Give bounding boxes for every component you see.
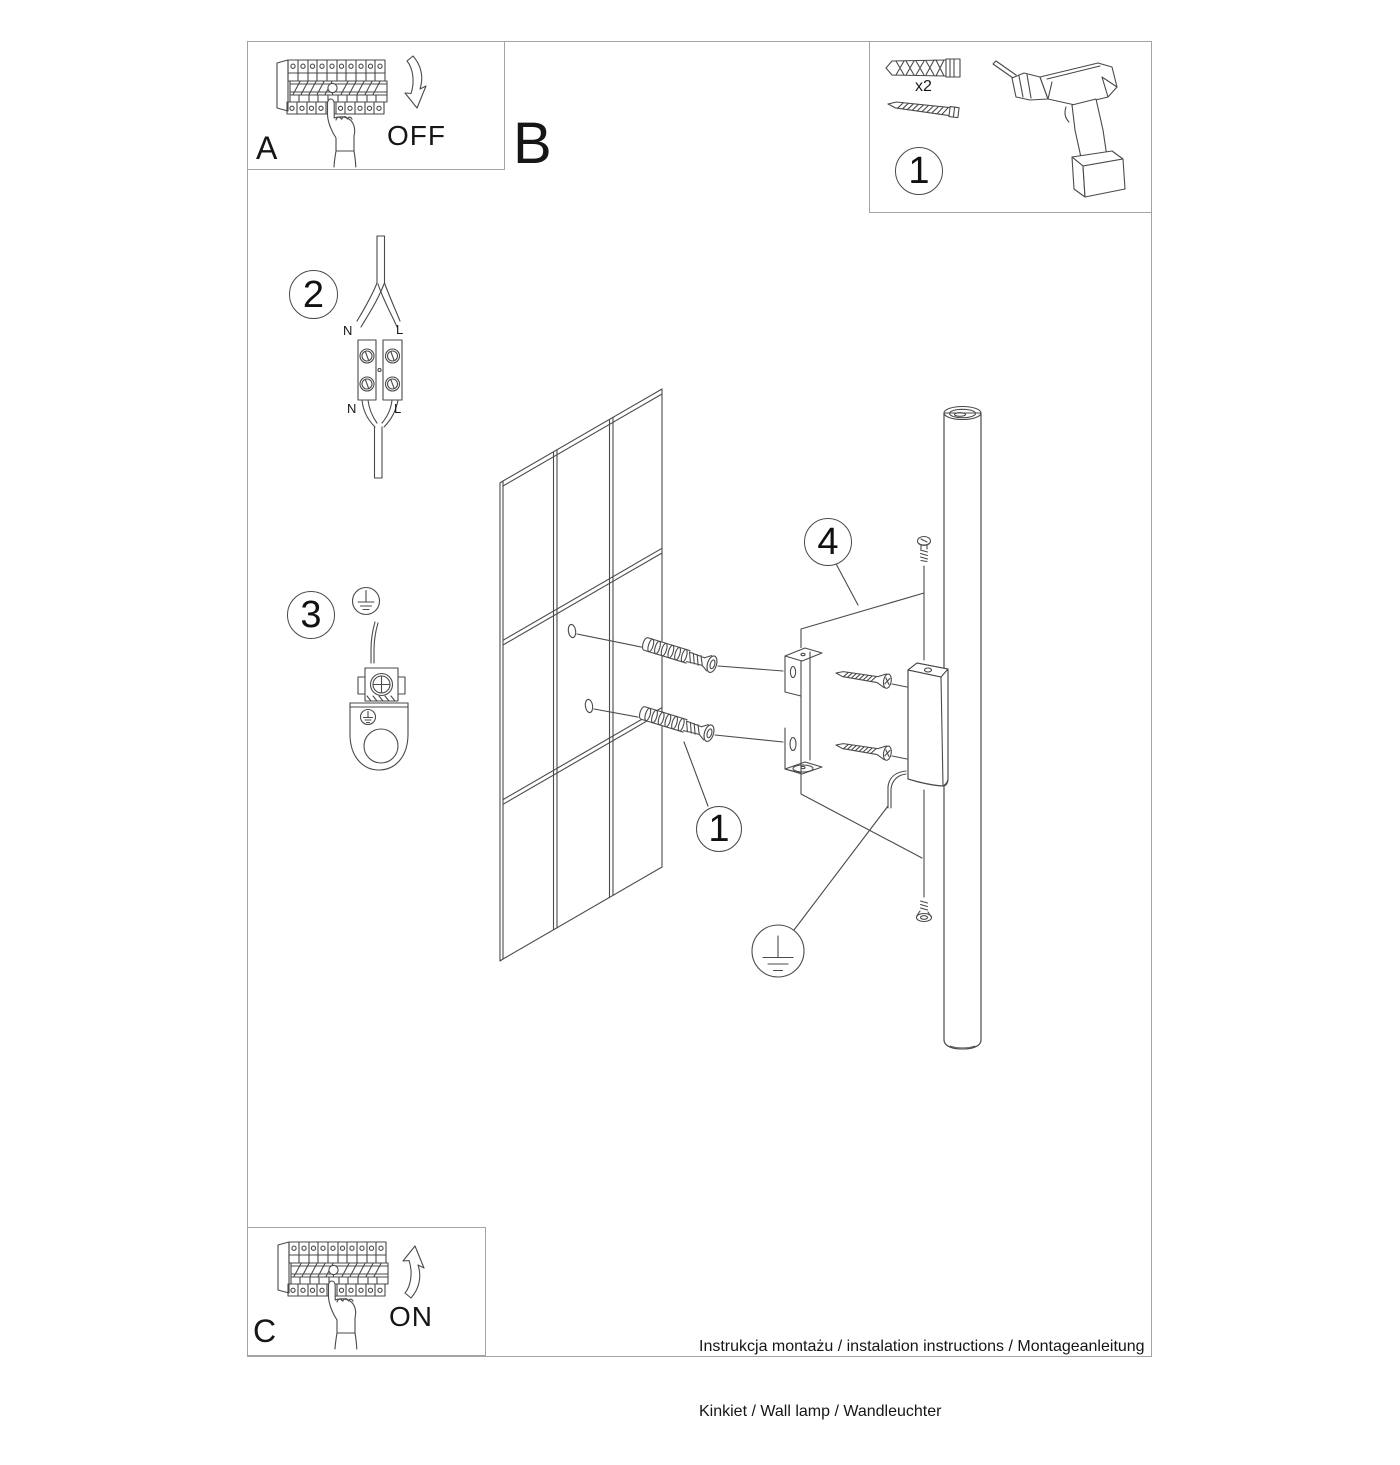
- wall-anchor-icon: [640, 635, 719, 675]
- leader-line: [892, 684, 907, 759]
- leader-line: [684, 560, 858, 806]
- lamp-tube-icon: [944, 407, 981, 1050]
- leader-line: [577, 634, 646, 718]
- bracket-icon: [785, 648, 822, 774]
- screw-icon: [835, 666, 893, 690]
- wall-anchor-icon: [637, 704, 716, 744]
- terminal-label-n-bottom: N: [347, 401, 357, 416]
- step-a-label: A: [256, 130, 278, 166]
- arrow-up-icon: [403, 1246, 424, 1298]
- wall-anchor-icon: [886, 59, 960, 77]
- drill-icon: [993, 61, 1125, 197]
- step-a-action-label: OFF: [387, 120, 446, 151]
- arrow-down-icon: [405, 56, 426, 108]
- step-c-label: C: [253, 1313, 277, 1349]
- machine-screw-icon: [917, 901, 932, 922]
- leader-line: [794, 806, 888, 930]
- assembly-diagram: [500, 389, 981, 1049]
- screw-icon: [835, 738, 893, 762]
- footer-line-2: Kinkiet / Wall lamp / Wandleuchter: [699, 1402, 942, 1420]
- step-c-action-label: ON: [389, 1301, 433, 1332]
- terminal-label-l-bottom: L: [394, 401, 402, 416]
- ground-symbol-icon: [353, 588, 380, 615]
- footer-line-1: Instrukcja montażu / instalation instructions / Montageanleitung: [699, 1338, 1145, 1355]
- ground-symbol-icon: [752, 925, 804, 977]
- ground-clamp-icon: [350, 588, 408, 771]
- step-b-label: B: [513, 111, 552, 176]
- ground-symbol-icon: [361, 710, 376, 725]
- ground-cable-icon: [888, 771, 906, 808]
- screw-icon: [887, 99, 959, 118]
- screw-quantity-label: x2: [915, 78, 932, 95]
- leader-line: [715, 666, 783, 742]
- step-2-badge: 2: [289, 270, 338, 319]
- terminal-label-n-top: N: [343, 323, 353, 338]
- tools-step-badge: 1: [895, 147, 943, 195]
- footer-caption: [699, 1293, 1145, 1465]
- anchor-step-badge: 1: [696, 806, 742, 852]
- wall-tiles-icon: [500, 389, 662, 961]
- step-4-badge: 4: [804, 518, 852, 566]
- canopy-box-icon: [908, 663, 948, 786]
- terminal-label-l-top: L: [396, 322, 404, 337]
- machine-screw-icon: [918, 537, 931, 562]
- terminal-block-icon: [357, 236, 402, 478]
- step-3-badge: 3: [287, 591, 335, 639]
